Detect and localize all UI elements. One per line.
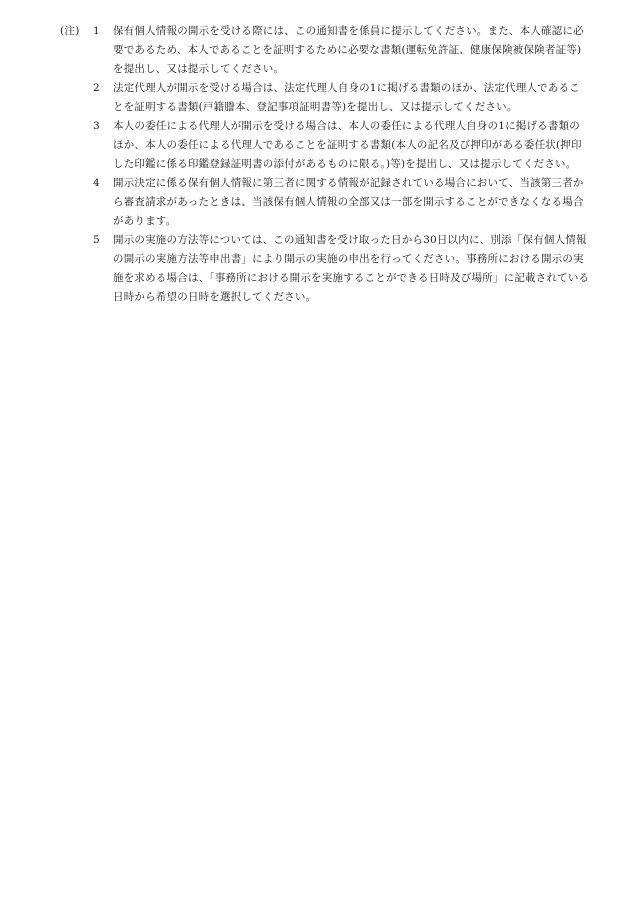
note-number: 4 — [93, 177, 100, 189]
note-number: 3 — [93, 120, 100, 132]
notes-list — [93, 22, 590, 307]
note-number: 1 — [93, 25, 100, 37]
note-item-4 — [93, 174, 590, 231]
note-text: 開示決定に係る保有個人情報に第三者に関する情報が記録されている場合において、当該第三者から審査請求があったときは、当該保有個人情報の全部又は一部を開示することができなくなる場合があります。 — [113, 177, 584, 227]
note-text: 法定代理人が開示を受ける場合は、法定代理人自身の1に掲げる書類のほか、法定代理人であることを証明する書類(戸籍謄本、登記事項証明書等)を提出し、又は提示してください。 — [113, 82, 580, 113]
note-number: 2 — [93, 82, 100, 94]
note-text: 保有個人情報の開示を受ける際には、この通知書を係員に提示してください。また、本人確認に必要であるため、本人であることを証明するために必要な書類(運転免許証、健康保険被保険者証等)を提出し、又は提示してください。 — [113, 25, 584, 75]
notes-label: (注) — [60, 25, 80, 37]
note-item-1 — [93, 22, 590, 79]
note-item-2 — [93, 79, 590, 117]
note-text: 開示の実施の方法等については、この通知書を受け取った日から30日以内に、別添「保有個人情報の開示の実施方法等申出書」により開示の実施の申出を行ってください。事務所における開示の実施を求める場合は、「事務所における開示を実施することができる日時及び場所」に記載されている日時から希望の日時を選択してください。 — [113, 234, 590, 303]
note-text: 本人の委任による代理人が開示を受ける場合は、本人の委任による代理人自身の1に掲げる書類のほか、本人の委任による代理人であることを証明する書類(本人の記名及び押印がある委任状(押印した印鑑に係る印鑑登録証明書の添付があるものに限る。)等)を提出し、又は提示してください。 — [113, 120, 582, 170]
note-item-5 — [93, 231, 590, 307]
note-item-3 — [93, 117, 590, 174]
note-number: 5 — [93, 234, 100, 246]
